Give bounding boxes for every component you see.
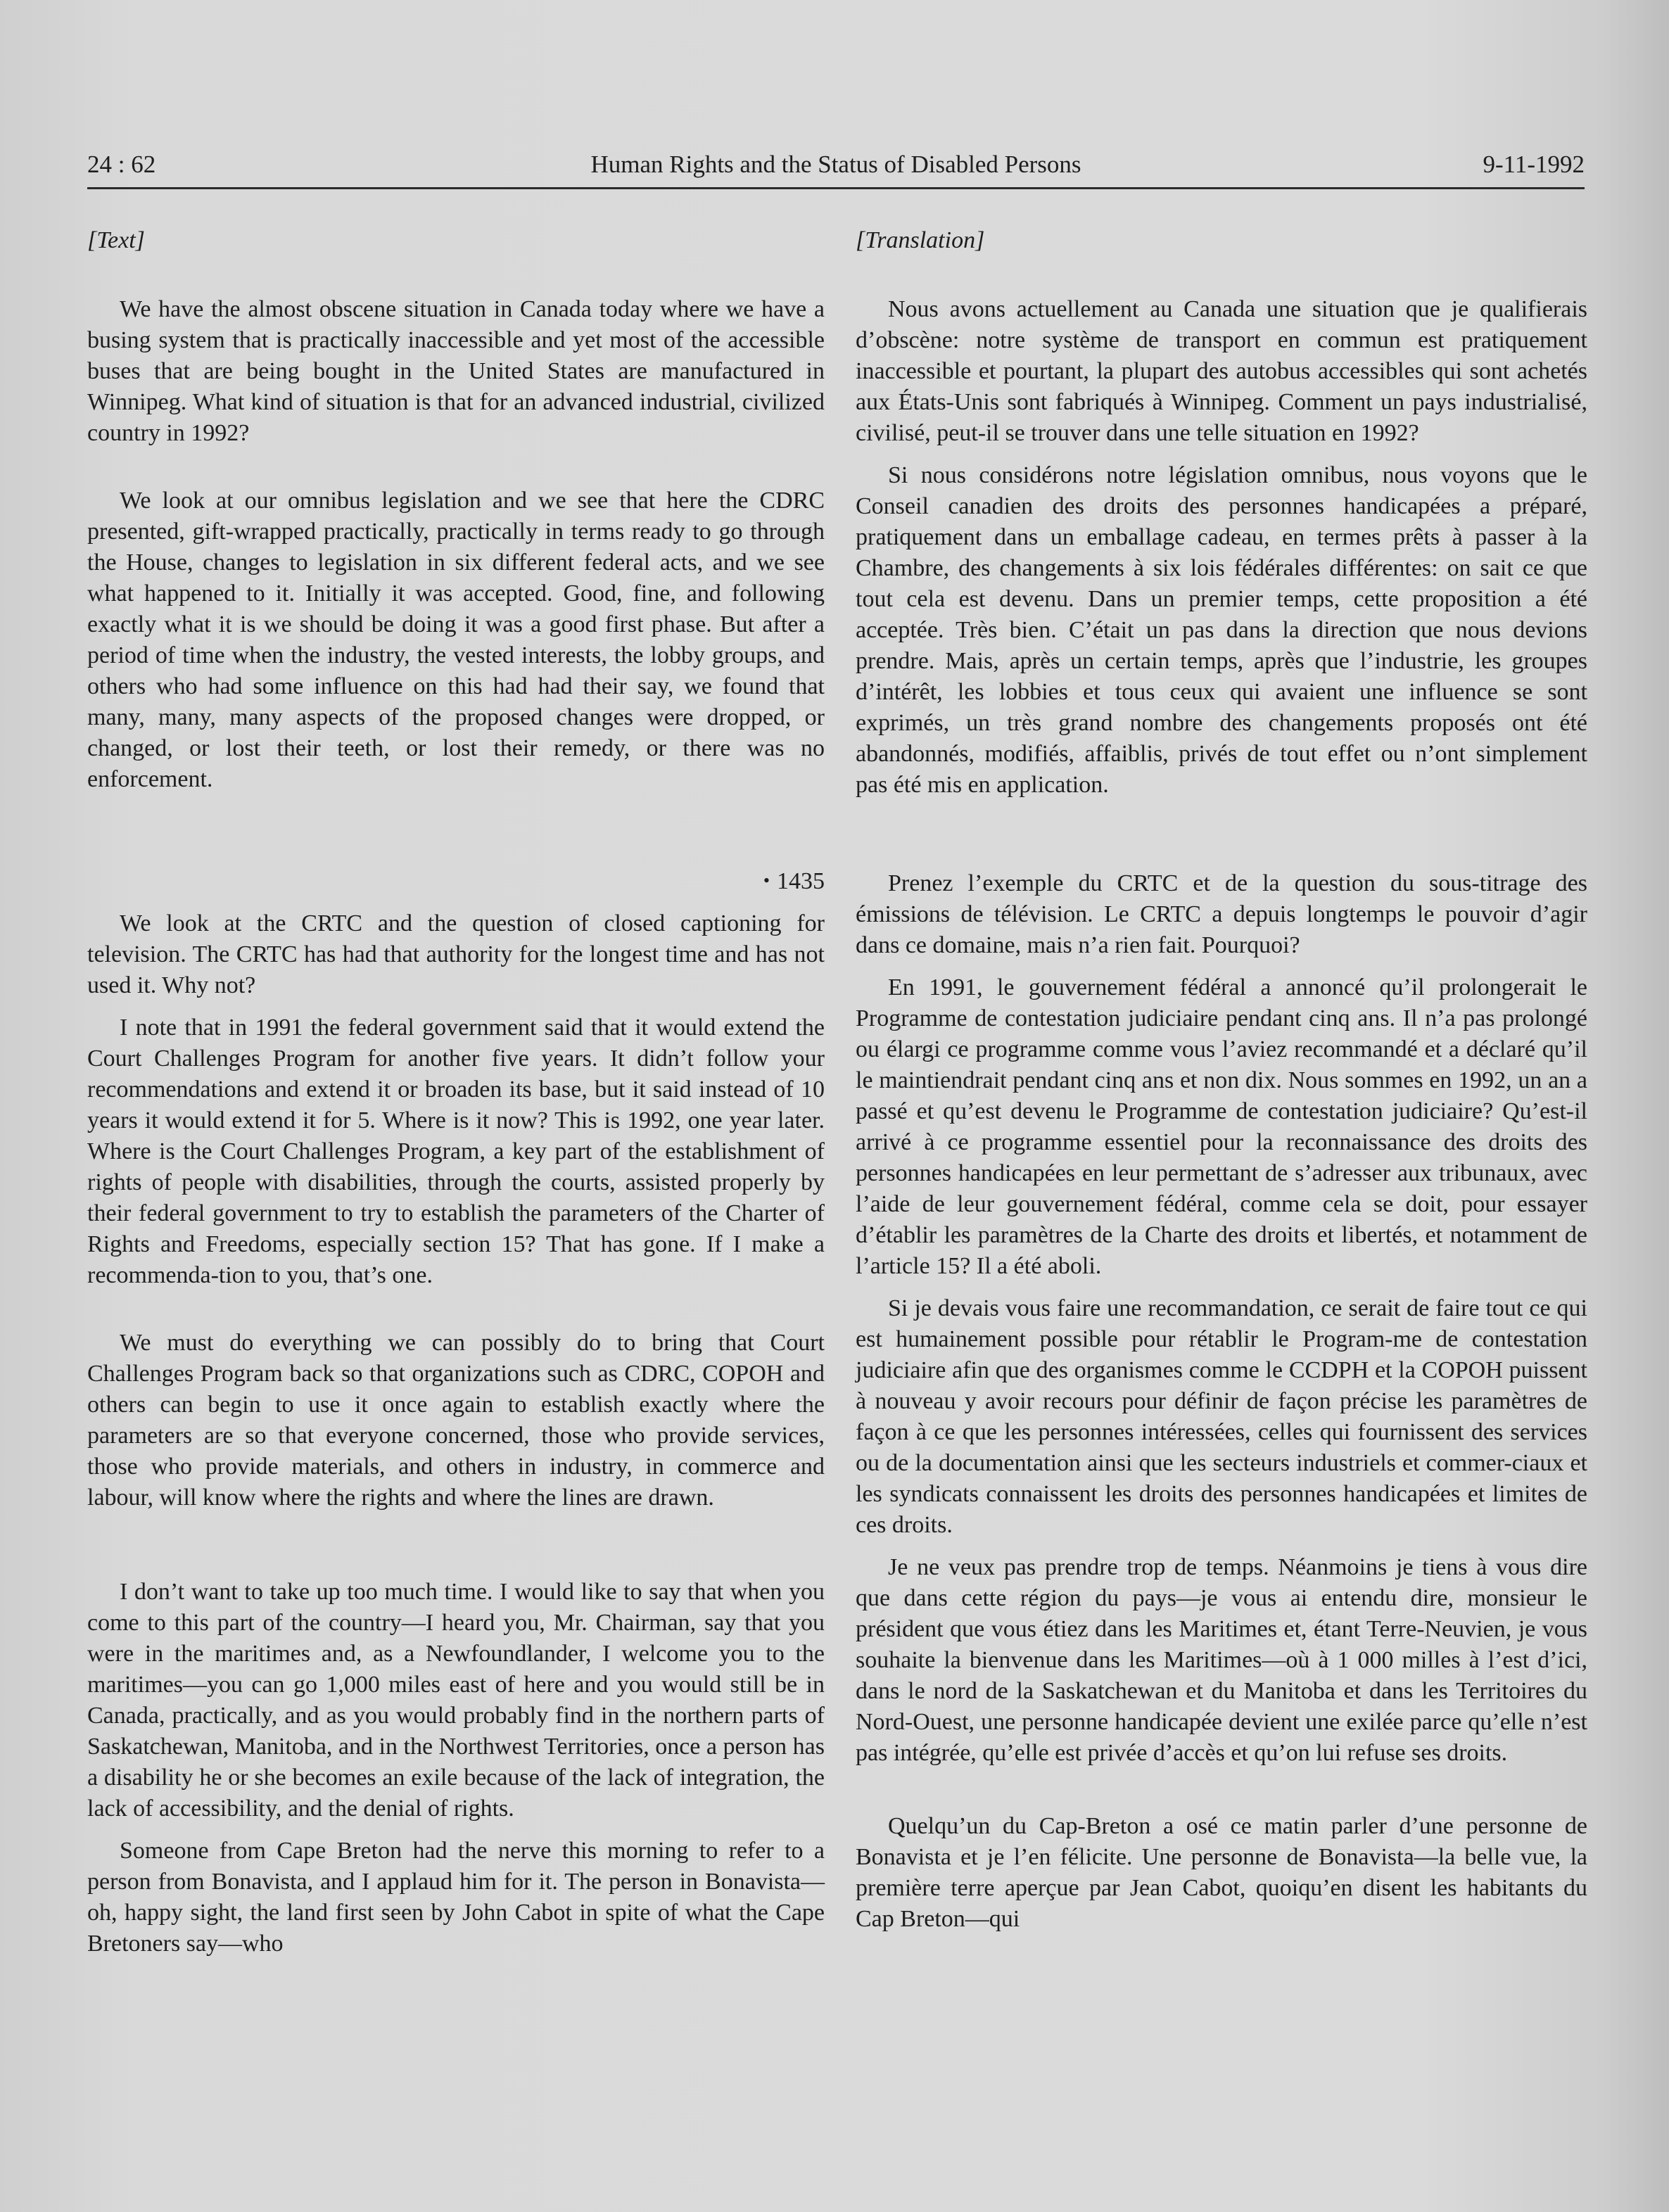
paragraph: Prenez l’exemple du CRTC et de la question du sous-titrage des émissions de télévision. Le CRTC a depuis longtemps le pouvoir d’agir dans ce domaine, mais n’a rien fait. Pourquoi? (856, 870, 1587, 958)
paragraph: I don’t want to take up too much time. I would like to say that when you come to this part of the country—I heard you, Mr. Chairman, say that you were in the maritimes and, as a Newfoundlander, I welcome you to the maritimes—you can go 1,000 miles east of here and you would still be in Canada, practically, and as you would probably find in the northern parts of Saskatchewan, Manitoba, and in the Northwest Territories, once a person has a disability he or she becomes an exile because of the lack of integration, the lack of accessibility, and the denial of rights. (87, 1579, 825, 1822)
timestamp (87, 865, 825, 897)
paragraph: Someone from Cape Breton had the nerve this morning to refer to a person from Bonavista, and I applaud him for it. The person in Bonavista—oh, happy sight, the land first seen by John Cabot in spite of what the Cape Bretoners say—who (87, 1838, 825, 1957)
bullet-icon: • (763, 870, 770, 891)
running-title: Human Rights and the Status of Disabled Persons (590, 151, 1081, 178)
paragraph: We must do everything we can possibly do to bring that Court Challenges Program back so that organizations such as CDRC, COPOH and others can begin to use it once again to establish exactly where the parameters are so that everyone concerned, those who provide services, those who provide materials, and others in industry, in commerce and labour, will know where the rights and where the lines are drawn. (87, 1330, 825, 1511)
page-date: 9-11-1992 (1483, 151, 1585, 178)
paragraph: We look at the CRTC and the question of closed captioning for television. The CRTC has had that authority for the longest time and has not used it. Why not? (87, 910, 825, 998)
text-tag: [Text] (87, 227, 145, 253)
page-header (87, 148, 1585, 189)
paragraph: Si je devais vous faire une recommandation, ce serait de faire tout ce qui est humainement possible pour rétablir le Program-me de contestation judiciaire afin que des organismes comme le CCDPH et la COPOH puissent à nouveau y avoir recours pour définir de façon précise les paramètres de façon à ce que les personnes intéressées, celles qui fournissent des services ou de la documentation ainsi que les secteurs industriels et commer-ciaux et les syndicats connaissent les droits des personnes handicapées et limites de ces droits. (856, 1295, 1587, 1538)
paragraph: I note that in 1991 the federal government said that it would extend the Court Challenges Program for another five years. It didn’t follow your recommendations and extend it or broaden its base, but it said instead of 10 years it would extend it for 5. Where is it now? This is 1992, one year later. Where is the Court Challenges Program, a key part of the establishment of rights of people with disabilities, through the courts, assisted properly by their federal government to try to establish the parameters of the Charter of Rights and Freedoms, especially section 15? That has gone. If I make a recommenda-tion to you, that’s one. (87, 1015, 825, 1288)
paragraph: Quelqu’un du Cap-Breton a osé ce matin parler d’une personne de Bonavista et je l’en félicite. Une personne de Bonavista—la belle vue, la première terre aperçue par Jean Cabot, quoiqu’en disent les habitants du Cap Breton—qui (856, 1813, 1587, 1932)
english-column (87, 225, 825, 1959)
paragraph: We have the almost obscene situation in Canada today where we have a busing system that is practically inaccessible and yet most of the accessible buses that are being bought in the United States are manufactured in Winnipeg. What kind of situation is that for an advanced industrial, civilized country in 1992? (87, 296, 825, 446)
french-column (856, 225, 1587, 1935)
translation-tag: [Translation] (856, 227, 985, 253)
paragraph: Je ne veux pas prendre trop de temps. Néanmoins je tiens à vous dire que dans cette région du pays—je vous ai entendu dire, monsieur le président que vous étiez dans les Maritimes et, étant Terre-Neuvien, je vous souhaite la bienvenue dans les Maritimes—où à 1 000 milles à l’est d’ici, dans le nord de la Saskatchewan et du Manitoba et dans les Territoires du Nord-Ouest, une personne handicapée devient une exilée parce qu’elle n’est pas intégrée, qu’elle est privée d’accès et qu’on lui refuse ses droits. (856, 1554, 1587, 1766)
timestamp-value: 1435 (777, 868, 825, 894)
paragraph: Si nous considérons notre législation omnibus, nous voyons que le Conseil canadien des droits des personnes handicapées a préparé, pratiquement dans un emballage cadeau, en termes prêts à passer à la Chambre, des changements à six lois fédérales différentes: on sait ce que tout cela est devenu. Dans un premier temps, cette proposition a été acceptée. Très bien. C’était un pas dans la direction que nous devions prendre. Mais, après un certain temps, après que l’industrie, les groupes d’intérêt, les lobbies et tous ceux qui avaient une influence se sont exprimés, un très grand nombre des changements proposés ont été abandonnés, modifiés, affaiblis, privés de tout effet ou n’ont simplement pas été mis en application. (856, 462, 1587, 798)
paragraph: We look at our omnibus legislation and we see that here the CDRC presented, gift-wrapped practically, practically in terms ready to go through the House, changes to legislation in six different federal acts, and we see what happened to it. Initially it was accepted. Good, fine, and following exactly what it is we should be doing it was a good first phase. But after a period of time when the industry, the vested interests, the lobby groups, and others who had some influence on this had had their say, we found that many, many, many aspects of the proposed changes were dropped, or changed, or lost their teeth, or lost their remedy, or there was no enforcement. (87, 488, 825, 792)
paragraph: En 1991, le gouvernement fédéral a annoncé qu’il prolongerait le Programme de contestation judiciaire pendant cinq ans. Il n’a pas prolongé ou élargi ce programme comme vous l’aviez recommandé et a déclaré qu’il le maintiendrait pendant cinq ans et non dix. Nous sommes en 1992, un an a passé et qu’est devenu le Programme de contestation judiciaire? Qu’est-il arrivé à ce programme essentiel pour la reconnaissance des droits des personnes handicapées en leur permettant de s’adresser aux tribunaux, avec l’aide de leur gouvernement fédéral, comme cela se doit, pour essayer d’établir les paramètres de la Charte des droits et libertés, et notamment de l’article 15? Il a été aboli. (856, 974, 1587, 1279)
paragraph: Nous avons actuellement au Canada une situation que je qualifierais d’obscène: notre système de transport en commun est pratiquement inaccessible et pourtant, la plupart des autobus accessibles qui sont achetés aux États-Unis sont fabriqués à Winnipeg. Comment un pays industrialisé, civilisé, peut-il se trouver dans une telle situation en 1992? (856, 296, 1587, 446)
page-number: 24 : 62 (87, 151, 156, 178)
